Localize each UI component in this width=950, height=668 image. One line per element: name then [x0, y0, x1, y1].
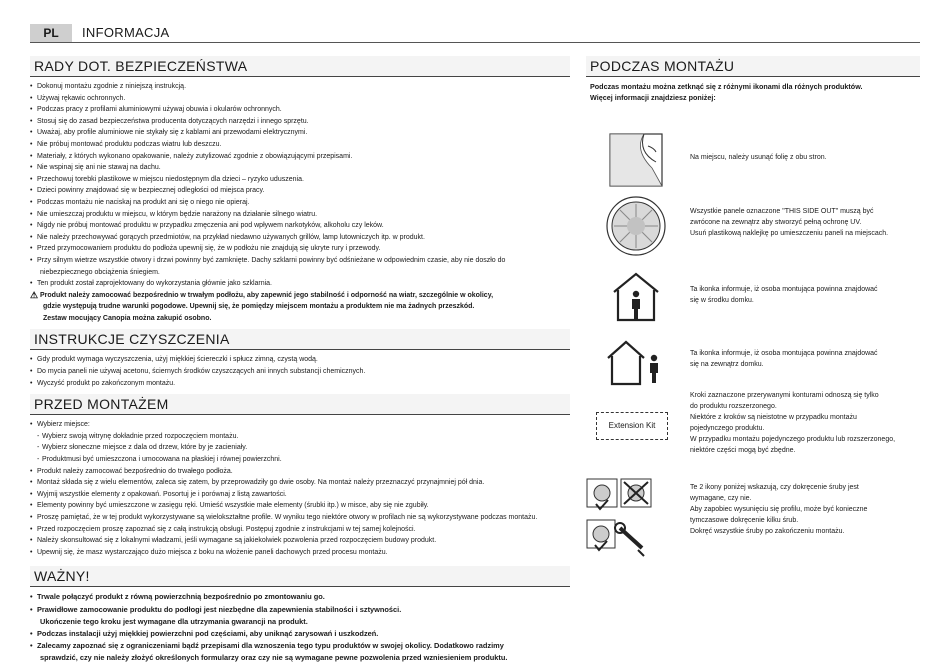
list-item: • Przed przymocowaniem produktu do podłoża upewnij się, że w podłożu nie znajdują się ukryte rury i przewody. — [30, 243, 570, 255]
row-text-line: Na miejscu, należy usunąć folię z obu stron. — [690, 154, 827, 161]
row-text-line: niektóre części mogą być zbędne. — [690, 447, 796, 454]
row-text-line: Te 2 ikony poniżej wskazują, czy dokręcenie śruby jest — [690, 484, 859, 491]
list-item: • Upewnij się, że masz wystarczająco dużo miejsca z boku na włożenie paneli dachowych przed procesu montażu. — [30, 547, 570, 559]
safety-list — [30, 81, 570, 290]
row-text-line: Kroki zaznaczone przerywanymi konturami odnoszą się tylko — [690, 392, 879, 399]
list-item: • Trwale połączyć produkt z równą powierzchnią bezpośrednio po zmontowaniu go. — [30, 591, 570, 603]
row-text — [690, 206, 920, 239]
cleaning-list — [30, 354, 570, 389]
row-text-line: Aby zapobiec wysunięciu się profilu, może być konieczne — [690, 506, 868, 513]
list-item: • Przy silnym wietrze wszystkie otwory i drzwi powinny być zamknięte. Dachy szklarni powinny być odśnieżane w odpowiednim czasie, aby nie doszło do — [30, 255, 570, 267]
section-title-before: PRZED MONTAŻEM — [30, 394, 570, 415]
list-item: • Wyjmij wszystkie elementy z opakowań. Posortuj je i porównaj z listą zawartości. — [30, 489, 570, 501]
row-text-line: tymczasowe dokręcenie kilku śrub. — [690, 517, 799, 524]
wrench-screw-icon — [586, 518, 652, 558]
section-title-cleaning: INSTRUKCJE CZYSZCZENIA — [30, 329, 570, 350]
person-outside-house-icon — [604, 328, 668, 392]
list-item: • Elementy powinny być umieszczone w zasięgu ręki. Umieść wszystkie małe elementy (śrubki itp.) w misce, aby się nie zgubiły. — [30, 500, 570, 512]
icon-row-outside — [586, 328, 920, 394]
icon-row-inside — [586, 264, 920, 330]
list-item-continued: sprawdzić, czy nie należy złożyć określonych formularzy oraz czy nie są wymagane pewne pozwolenia przed wzniesieniem produktu. — [40, 653, 508, 663]
row-text-line: do produktu rozszerzonego. — [690, 403, 777, 410]
important-list — [30, 591, 570, 664]
row-text — [690, 284, 920, 306]
list-item-continued: Ukończenie tego kroku jest wymagane dla utrzymania gwarancji na produkt. — [40, 616, 308, 626]
row-text-line: wymagane, czy nie. — [690, 495, 752, 502]
list-item: • Nie wspinaj się ani nie stawaj na dachu. — [30, 162, 570, 174]
list-item: • Do mycia paneli nie używaj acetonu, ściernych środków czyszczących ani innych substancji chemicznych. — [30, 366, 570, 378]
row-text-line: się na zewnątrz domku. — [690, 361, 764, 368]
list-item: • Nie umieszczaj produktu w miejscu, w którym będzie narażony na działanie silnego wiatru. — [30, 209, 570, 221]
section-title-safety: RADY DOT. BEZPIECZEŃSTWA — [30, 56, 570, 77]
warning-line: gdzie występują trudne warunki pogodowe. Upewnij się, że pomiędzy miejscem montażu a produktem nie ma żadnych przeszkód. — [43, 303, 475, 311]
list-item: • Gdy produkt wymaga wyczyszczenia, użyj miękkiej ściereczki i spłucz zimną, czystą wodą. — [30, 354, 570, 366]
extension-kit-icon — [596, 412, 668, 440]
header-bar — [30, 24, 920, 43]
list-item: • Przed rozpoczęciem proszę zapoznać się z całą instrukcją obsługi. Postępuj zgodnie z instrukcjami w tej samej kolejności. — [30, 524, 570, 536]
page-title: INFORMACJA — [82, 25, 170, 40]
row-text — [690, 348, 920, 370]
list-item-continued: niebezpiecznego obciążenia śniegiem. — [40, 268, 160, 276]
list-item: • Ten produkt został zaprojektowany do wykorzystania głównie jako szklarnia. — [30, 278, 570, 290]
language-badge: PL — [30, 24, 72, 42]
row-text-line: Dokręć wszystkie śruby po zakończeniu montażu. — [690, 528, 845, 535]
peel-film-icon — [604, 128, 668, 192]
row-text-line: W przypadku montażu pojedynczego produktu lub rozszerzonego, — [690, 436, 896, 443]
row-text-line: Ta ikonka informuje, iż osoba montująca powinna znajdować — [690, 286, 878, 293]
list-item: • Dokonuj montażu zgodnie z niniejszą instrukcją. — [30, 81, 570, 93]
before-list — [30, 419, 570, 558]
list-item: • Montaż składa się z wielu elementów, zaleca się zatem, by przeprowadziły go dwie osoby. Na montaż należy przeznaczyć przynajmniej pół dnia. — [30, 477, 570, 489]
list-item: • Podczas pracy z profilami aluminiowymi używaj obuwia i okularów ochronnych. — [30, 104, 570, 116]
row-text — [690, 390, 920, 456]
row-text-line: Usuń plastikową naklejkę po umieszczeniu paneli na miejscach. — [690, 230, 889, 237]
intro-line: Podczas montażu można zetknąć się z różnymi ikonami dla różnych produktów. — [590, 82, 863, 91]
sub-list-item: - Wybierz słoneczne miejsce z dala od drzew, które by je zacieniały. — [30, 442, 570, 454]
row-text-line: się w środku domku. — [690, 297, 754, 304]
warning-line: Produkt należy zamocować bezpośrednio w trwałym podłożu, aby zapewnić jego stabilność i odporność na wiatr, szczególnie w okolicy, — [40, 291, 494, 299]
list-item: • Stosuj się do zasad bezpieczeństwa producenta dotyczących narzędzi i innego sprzętu. — [30, 116, 570, 128]
list-item: • Wybierz miejsce: — [30, 419, 570, 431]
warning-line: Zestaw mocujący Canopia można zakupić osobno. — [43, 314, 212, 322]
sub-list-item: - Wybierz swoją witrynę dokładnie przed rozpoczęciem montażu. — [30, 431, 570, 443]
list-item: • Dzieci powinny znajdować się w bezpiecznej odległości od miejsca pracy. — [30, 185, 570, 197]
row-text-line: pojedynczego produktu. — [690, 425, 765, 432]
list-item: • Nigdy nie próbuj montować produktu w przypadku zmęczenia ani pod wpływem narkotyków, alkoholu czy leków. — [30, 220, 570, 232]
row-text — [690, 482, 920, 537]
person-inside-house-icon — [604, 264, 668, 328]
list-item: • Zalecamy zapoznać się z ograniczeniami bądź przepisami dla wznoszenia tego typu produktów w swojej okolicy. Dodatkowo radzimy — [30, 640, 570, 652]
list-item: • Wyczyść produkt po zakończonym montażu. — [30, 378, 570, 390]
list-item: • Produkt należy zamocować bezpośrednio do trwałego podłoża. — [30, 466, 570, 478]
intro-line: Więcej informacji znajdziesz poniżej: — [590, 93, 716, 102]
right-column — [586, 56, 920, 535]
row-text — [690, 152, 920, 163]
list-item: • Materiały, z których wykonano opakowanie, należy zutylizować zgodnie z obowiązującymi przepisami. — [30, 151, 570, 163]
warning-triangle-icon: ⚠ — [30, 289, 39, 300]
section-title-during: PODCZAS MONTAŻU — [586, 56, 920, 77]
intro-text — [590, 81, 920, 103]
row-text-line: Wszystkie panele oznaczone "THIS SIDE OUT" muszą być — [690, 208, 874, 215]
list-item: • Podczas montażu nie naciskaj na produkt ani się o niego nie opieraj. — [30, 197, 570, 209]
list-item: • Należy skonsultować się z lokalnymi władzami, jeśli wymagane są jakiekolwiek pozwolenia przed rozpoczęciem budowy produkt. — [30, 535, 570, 547]
screw-tighten-icon — [586, 478, 652, 512]
row-text-line: Ta ikonka informuje, iż osoba montująca powinna znajdować — [690, 350, 878, 357]
list-item: • Używaj rękawic ochronnych. — [30, 93, 570, 105]
uv-panel-icon — [604, 194, 668, 258]
icon-row-uv-panel — [586, 194, 920, 264]
list-item: • Uważaj, aby profile aluminiowe nie stykały się z kablami ani przewodami elektrycznymi. — [30, 127, 570, 139]
extension-kit-label: Extension Kit — [608, 421, 656, 430]
icon-row-extension-kit — [586, 388, 920, 474]
list-item: • Prawidłowe zamocowanie produktu do podłogi jest niezbędne dla zapewnienia stabilności i sztywności. — [30, 604, 570, 616]
list-item: • Przechowuj torebki plastikowe w miejscu niedostępnym dla dzieci – ryzyko uduszenia. — [30, 174, 570, 186]
row-text-line: zwrócone na zewnątrz aby stworzyć pełną ochronę UV. — [690, 219, 862, 226]
list-item: • Nie próbuj montować produktu podczas wiatru lub deszczu. — [30, 139, 570, 151]
sub-list-item: - Produktmusi być umieszczona i umocowana na płaskiej i równej powierzchni. — [30, 454, 570, 466]
left-column — [30, 56, 570, 665]
warning-note — [30, 290, 570, 325]
list-item: • Proszę pamiętać, że w tej produkt wykorzystywane są wielokształtne profile. W wyniku tego niektóre otwory w profilach nie są wykorzystywane podczas montażu. — [30, 512, 570, 524]
icon-row-screws — [586, 478, 920, 558]
row-text-line: Niektóre z kroków są nieistotne w przypadku montażu — [690, 414, 857, 421]
list-item: • Nie należy przechowywać gorących przedmiotów, na przykład niedawno używanych grillów, lamp lutowniczych itp. w produkt. — [30, 232, 570, 244]
icon-row-peel-film — [586, 124, 920, 194]
section-title-important: WAŻNY! — [30, 566, 570, 587]
list-item: • Podczas instalacji użyj miękkiej powierzchni pod częściami, aby uniknąć zarysowań i uszkodzeń. — [30, 628, 570, 640]
